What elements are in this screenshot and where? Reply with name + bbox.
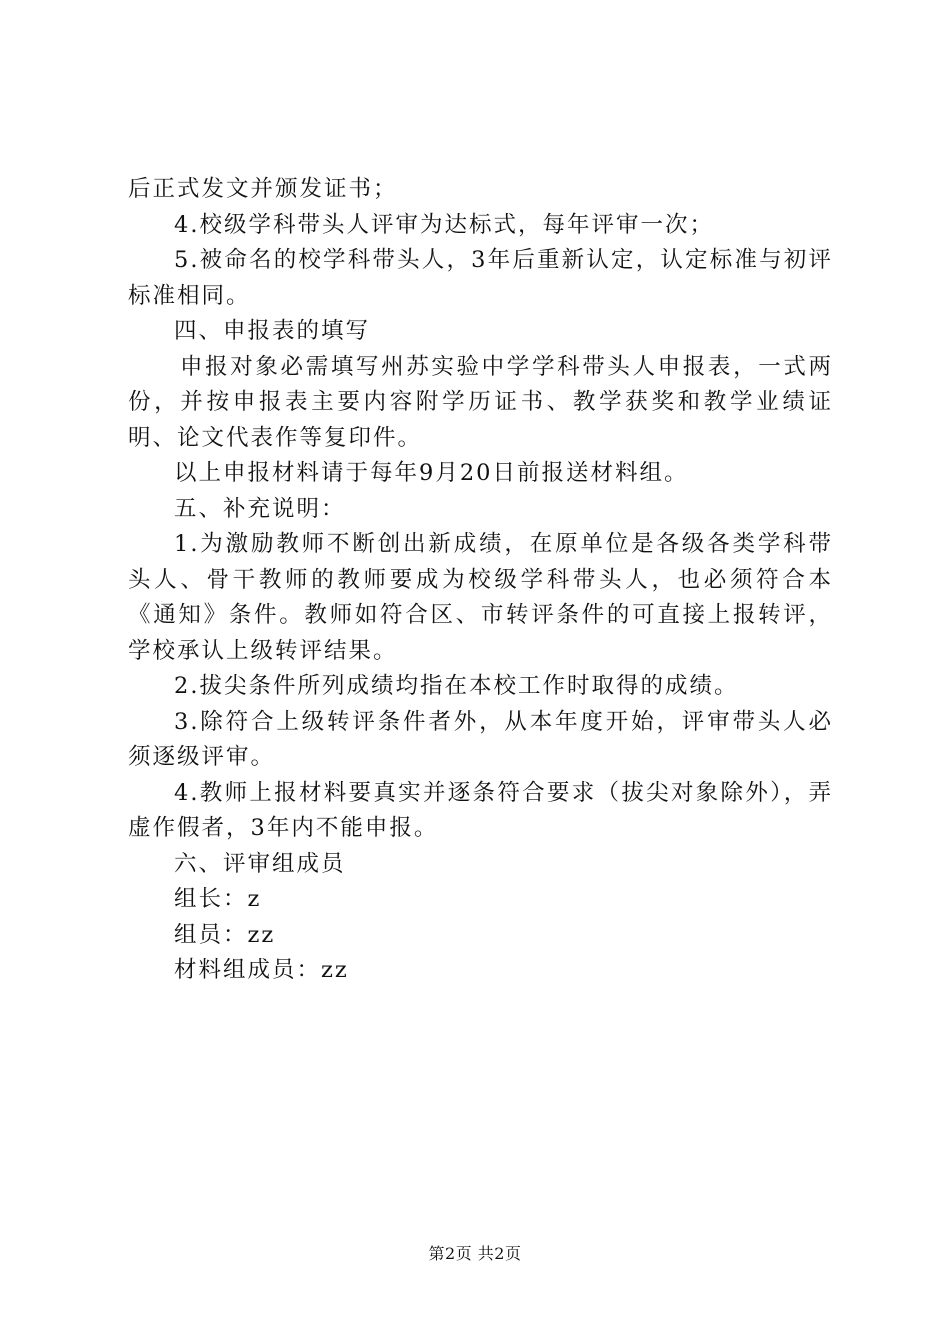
committee-leader: 组长：z (174, 886, 262, 912)
paragraph-note-2: 2.拔尖条件所列成绩均指在本校工作时取得的成绩。 (174, 673, 739, 699)
committee-members: 组员：zz (174, 921, 276, 948)
paragraph-submission-deadline: 以上申报材料请于每年9月20日前报送材料组。 (174, 460, 689, 486)
section-heading-application-form: 四、申报表的填写 (174, 318, 371, 344)
materials-group-members: 材料组成员：zz (174, 957, 349, 983)
paragraph-note-4: 4.教师上报材料要真实并逐条符合要求（拔尖对象除外），弄虚作假者，3年内不能申报。 (128, 779, 833, 841)
document-body (128, 172, 833, 989)
paragraph-item-5-recertify: 5.被命名的校学科带头人，3年后重新认定，认定标准与初评标准相同。 (128, 247, 833, 309)
section-heading-review-committee: 六、评审组成员 (174, 850, 346, 877)
paragraph-application-form: 申报对象必需填写州苏实验中学学科带头人申报表，一式两份，并按申报表主要内容附学历证书、教学获奖和教学业绩证明、论文代表作等复印件。 (128, 353, 833, 451)
paragraph-certificate-issue: 后正式发文并颁发证书； (128, 176, 398, 202)
paragraph-note-1: 1.为激励教师不断创出新成绩，在原单位是各级各类学科带头人、骨干教师的教师要成为校级学科带头人，也必须符合本《通知》条件。教师如符合区、市转评条件的可直接上报转评，学校承认上级转评结果。 (128, 531, 833, 664)
paragraph-item-4-standard: 4.校级学科带头人评审为达标式，每年评审一次； (174, 211, 714, 238)
section-heading-supplementary-notes: 五、补充说明： (174, 495, 346, 522)
paragraph-note-3: 3.除符合上级转评条件者外，从本年度开始，评审带头人必须逐级评审。 (128, 708, 833, 770)
page-number-footer: 第2页 共2页 (428, 1244, 522, 1263)
